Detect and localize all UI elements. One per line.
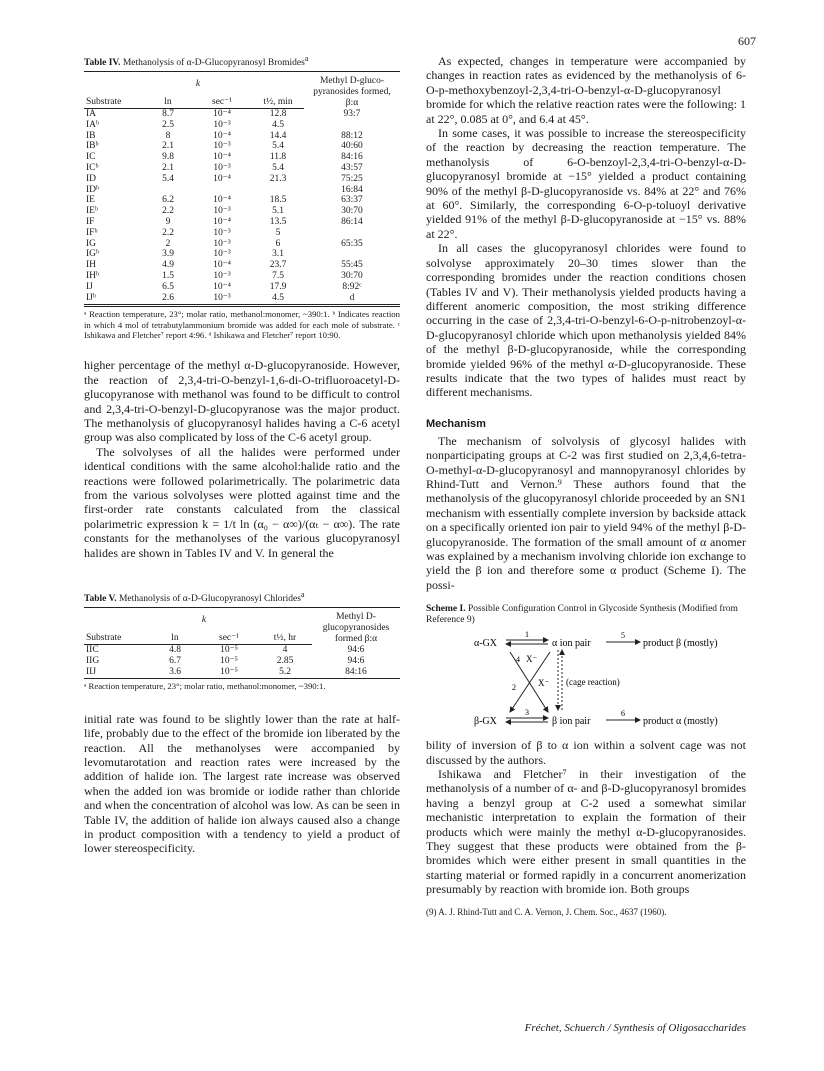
half-life-cell: 13.5 <box>269 217 287 228</box>
table-row <box>84 239 400 250</box>
ln-cell <box>144 185 192 196</box>
ln-cell: 2.5 <box>162 119 174 130</box>
half-life-cell: 5.4 <box>272 141 284 152</box>
step-5-label: 5 <box>621 631 625 641</box>
sec-cell: 10⁻⁵ <box>220 655 238 666</box>
table-v-footnote: ᵃ Reaction temperature, 23°; molar ratio, methanol:monomer, ~390:1. <box>84 681 326 692</box>
table-iv <box>84 71 400 305</box>
ratio-cell: 65:35 <box>341 238 363 249</box>
substrate-cell: IJᵇ <box>84 293 144 305</box>
table-iv-sec-header: sec⁻¹ <box>192 90 252 108</box>
table-v-substrate-header: Substrate <box>84 626 150 644</box>
half-life-cell: 2.85 <box>276 655 294 666</box>
left-paragraph-1: higher percentage of the methyl α-D-glucopyranoside. However, the reaction of 2,3,4-tri-O-benzyl-1,6-di-O-trifluoroacetyl-D-glucopyranose with methanol was found to be difficult to control and 2,3,4-tri-O-benzyl-D-glucopyranose was the major product. The methanolysis of glucopyranosyl halides having a C-6 acetyl group was also complicated by loss of the C-6 acetyl group. <box>84 358 400 445</box>
table-v-caption-sup: a <box>300 589 305 599</box>
sec-cell <box>192 185 252 196</box>
half-life-cell: 23.7 <box>269 260 287 271</box>
ratio-cell: 94:6 <box>347 645 365 656</box>
ln-cell: 8.7 <box>162 109 174 120</box>
step-6-label: 6 <box>621 709 625 719</box>
table-row <box>84 152 400 163</box>
ratio-cell: 84:16 <box>312 667 400 679</box>
ln-cell: 8 <box>165 130 171 141</box>
sec-cell: 10⁻³ <box>213 206 231 217</box>
substrate-cell: IGᵇ <box>86 249 99 260</box>
substrate-cell: IIJ <box>84 667 150 679</box>
substrate-cell: IIC <box>86 645 99 656</box>
half-life-cell: 5.4 <box>272 163 284 174</box>
table-row <box>84 271 400 282</box>
page-number: 607 <box>738 34 756 48</box>
ratio-cell: 63:37 <box>341 195 363 206</box>
left-paragraph-3: initial rate was found to be slightly lower than the rate at half-life, probably due to the effect of the bromide ion liberated by the reaction. All the methanolyses were accompanied by levomutarotation and reaction rates were increased by the addition of halide ion. The largest rate increase was observed when the added ion was bromide or iodide rather than chloride and when the concentration of alcohol was low. As can be seen in Table IV, the addition of halide ion always caused also a change in product composition with a tendency to yield a product of lower stereospecificity. <box>84 711 400 856</box>
table-row <box>84 282 400 293</box>
scheme-title: Possible Configuration Control in Glycoside Synthesis (Modified from Reference 9) <box>426 604 738 626</box>
table-row <box>84 195 400 206</box>
left-paragraph-2: The solvolyses of all the halides were performed under identical conditions with the same alcohol:halide ratio and the reactions were followed polarimetrically. The polarimetric data from the various solvolyses were plotted against time and the first-order rate constants calculated from the classical polarimetric expression k = 1/t ln (α₀ − α∞)/(αₜ − α∞). The rate constants for the methanolyses of the various glucopyranosyl halides are shown in Tables IV and V. In general the <box>84 444 400 560</box>
cage-reaction-label: (cage reaction) <box>566 677 620 688</box>
ln-cell: 2.1 <box>162 163 174 174</box>
sec-cell: 10⁻⁴ <box>213 260 231 271</box>
table-row <box>84 217 400 228</box>
table-iv-footnote: ᵃ Reaction temperature, 23°; molar ratio, methanol:monomer, ~390:1. ᵇ Indicates reaction in which 4 mol of tetrabutylammonium bromide was added for each mole of substrate. ᶜ Ishikawa and Fletcher⁷ report 4:96. ᵈ Ishikawa and Fletcher⁷ report 10:90. <box>84 309 400 340</box>
table-row <box>84 667 400 679</box>
substrate-cell: IE <box>86 195 95 206</box>
ln-cell: 6.5 <box>162 281 174 292</box>
table-row <box>84 141 400 152</box>
step-3-label: 3 <box>525 708 529 718</box>
half-life-cell: 12.8 <box>269 109 287 120</box>
substrate-cell: ID <box>86 173 97 184</box>
ln-cell: 2.2 <box>162 227 174 238</box>
sec-cell: 10⁻⁴ <box>213 195 231 206</box>
table-iv-caption <box>84 54 400 68</box>
sec-cell: 10⁻³ <box>213 119 231 130</box>
half-life-cell: 6 <box>275 238 281 249</box>
substrate-cell: IHᵇ <box>86 271 99 281</box>
sec-cell: 10⁻³ <box>213 271 231 281</box>
table-v <box>84 607 400 679</box>
substrate-cell: IH <box>86 260 97 271</box>
ratio-cell: 40:60 <box>341 141 363 152</box>
sec-cell: 10⁻³ <box>213 141 231 152</box>
right-paragraph-5: bility of inversion of β to α ion within a solvent cage was not discussed by the authors. <box>426 738 746 767</box>
ln-cell: 2.2 <box>162 206 174 217</box>
sec-cell: 10⁻³ <box>213 227 231 238</box>
alpha-ion-pair-label: α ion pair <box>552 638 591 650</box>
half-life-cell: 5 <box>275 227 281 238</box>
sec-cell: 10⁻³ <box>192 293 252 305</box>
table-iv-substrate-header: Substrate <box>84 90 144 108</box>
ln-cell: 6.7 <box>169 655 181 666</box>
substrate-cell: IC <box>86 152 96 163</box>
ratio-cell <box>304 249 400 260</box>
ln-cell: 3.9 <box>162 249 174 260</box>
half-life-cell: 14.4 <box>269 130 287 141</box>
ratio-cell: 93:7 <box>343 109 361 120</box>
substrate-cell: IG <box>86 238 97 249</box>
right-paragraph-2: In some cases, it was possible to increase the stereospecificity of the reaction by decreasing the reaction temperature. The methanolysis of 6-O-benzoyl-2,3,4-tri-O-benzyl-α-D-glucopyranosyl bromide at −15° yielded a product containing 90% of the methyl β-D-glucopyranoside vs. 84% at 22° and 76% at 60°. Similarly, the corresponding 6-O-p-toluoyl derivative yielded 91% of the methyl β-D-glucopyranoside at −15° vs. 88% at 22°. <box>426 126 746 241</box>
table-iv-title: Methanolysis of α-D-Glucopyranosyl Bromides <box>122 58 305 69</box>
substrate-cell: IF <box>86 217 95 228</box>
right-paragraph-4: The mechanism of solvolysis of glycosyl halides with nonparticipating groups at C-2 was first studied on 2,3,4,6-tetra-O-methyl-α-D-glucopyranosyl and mannopyranosyl chlorides by Rhind-Tutt and Vernon.⁹ These authors found that the methanolysis of the glucopyranosyl chloride proceeded by an SN1 mechanism with essentially complete inversion by backside attack on a specifically oriented ion pair to yield 94% of the methyl β-D-glucopyranoside. The formation of the small amount of α anomer was explained by a mechanism involving chloride ion exchange to yield the β ion and therefore some α product (Scheme I). The possi- <box>426 433 746 592</box>
x-minus-4-label: X⁻ <box>526 654 538 665</box>
substrate-cell: IFᵇ <box>86 227 98 238</box>
sec-cell: 10⁻⁴ <box>213 281 231 292</box>
table-iv-half-header: t½, min <box>252 90 304 108</box>
substrate-cell: ICᵇ <box>86 163 99 174</box>
alpha-gx-label: α-GX <box>474 638 498 650</box>
sec-cell: 10⁻⁴ <box>213 152 231 163</box>
product-alpha-label: product α (mostly) <box>643 716 718 728</box>
table-row <box>84 228 400 239</box>
ln-cell: 4.9 <box>162 260 174 271</box>
sec-cell: 10⁻³ <box>213 238 231 249</box>
step-2-label: 2 <box>512 683 516 693</box>
half-life-cell: 4.5 <box>252 293 304 305</box>
ratio-cell: 88:12 <box>341 130 363 141</box>
table-row <box>84 249 400 260</box>
half-life-cell: 3.1 <box>272 249 284 260</box>
ln-cell: 3.6 <box>150 667 200 679</box>
half-life-cell: 21.3 <box>269 173 287 184</box>
substrate-cell: IB <box>86 130 96 141</box>
table-iv-block <box>84 54 400 856</box>
step-4-label: 4 <box>516 655 520 665</box>
ratio-cell: 8:92ᶜ <box>342 281 362 292</box>
sec-cell: 10⁻³ <box>213 249 231 260</box>
ln-cell: 1.5 <box>162 271 174 281</box>
half-life-cell: 18.5 <box>269 195 287 206</box>
table-v-label: Table V. <box>84 594 117 605</box>
sec-cell: 10⁻⁴ <box>213 109 231 120</box>
half-life-cell: 5.2 <box>258 667 312 679</box>
table-row <box>84 185 400 196</box>
ln-cell: 9.8 <box>162 152 174 163</box>
ratio-cell: d <box>304 293 400 305</box>
table-row <box>84 163 400 174</box>
half-life-cell <box>252 185 304 196</box>
substrate-cell: IAᵇ <box>86 119 99 130</box>
ratio-cell: 30:70 <box>341 206 363 217</box>
sec-cell: 10⁻⁴ <box>213 217 231 228</box>
table-row <box>84 131 400 142</box>
table-v-ln-header: ln <box>150 626 200 644</box>
mechanism-heading: Mechanism <box>426 417 486 430</box>
right-paragraph-1: As expected, changes in temperature were accompanied by changes in reaction rates as evidenced by the methanolysis of 6-O-p-methoxybenzoyl-2,3,4-tri-O-benzyl-α-D-glucopyranosyl bromide for which the relative reaction rates were the following: 1 at 22°, 0.085 at 0°, and 6.4 at 45°. <box>426 54 746 126</box>
substrate-cell: IJ <box>86 281 93 292</box>
ln-cell: 4.8 <box>169 645 181 656</box>
half-life-cell: 5.1 <box>272 206 284 217</box>
ln-cell: 6.2 <box>162 195 174 206</box>
right-paragraph-6: Ishikawa and Fletcher⁷ in their investigation of the methanolysis of a number of α- and β-D-glucopyranosyl bromides having a benzyl group at C-2 used a somewhat similar mechanistic interpretation to explain the formation of their products which were mainly the methyl α-D-glucopyranosides. They suggest that these products were obtained from the β-bromides which were either present in small quantities in the starting material or formed rapidly in a concurrent anomerization presumably by reaction with bromide ion. Both groups <box>426 767 746 897</box>
x-minus-2-label: X⁻ <box>538 678 550 689</box>
scheme-label: Scheme I. <box>426 604 466 615</box>
table-v-methyl-header: Methyl D-glucopyranosides formed β:α <box>322 612 390 644</box>
table-iv-k-header: k <box>195 79 201 90</box>
ratio-cell: 94:6 <box>347 655 365 666</box>
table-iv-caption-sup: a <box>304 54 309 63</box>
table-row <box>84 120 400 131</box>
half-life-cell: 4 <box>282 645 288 656</box>
substrate-cell: IA <box>86 109 97 120</box>
ratio-cell: 75:25 <box>341 173 363 184</box>
table-iv-ln-header: ln <box>144 90 192 108</box>
sec-cell: 10⁻³ <box>213 163 231 174</box>
table-row <box>84 206 400 217</box>
ratio-cell: 86:14 <box>341 217 363 228</box>
table-row <box>84 293 400 305</box>
table-row <box>84 260 400 271</box>
substrate-cell: IEᵇ <box>86 206 98 217</box>
scheme-caption <box>426 604 746 626</box>
reference-9: (9) A. J. Rhind-Tutt and C. A. Vernon, J. Chem. Soc., 4637 (1960). <box>426 906 667 917</box>
substrate-cell: IBᵇ <box>86 141 99 152</box>
beta-gx-label: β-GX <box>474 716 497 728</box>
table-row <box>84 656 400 667</box>
substrate-cell: IIG <box>86 655 100 666</box>
ratio-cell <box>304 120 400 131</box>
ln-cell: 2.6 <box>144 293 192 305</box>
half-life-cell: 11.8 <box>269 152 287 163</box>
table-iv-label: Table IV. <box>84 58 121 69</box>
table-row <box>84 645 400 656</box>
table-v-half-header: t½, hr <box>258 626 312 644</box>
substrate-cell: IDᵇ <box>86 184 99 195</box>
ratio-cell: 55:45 <box>341 260 363 271</box>
ratio-cell: 84:16 <box>341 152 363 163</box>
ln-cell: 9 <box>165 217 171 228</box>
table-v-title: Methanolysis of α-D-Glucopyranosyl Chlorides <box>118 594 301 605</box>
ratio-cell: 30:70 <box>341 271 363 281</box>
table-v-caption <box>84 590 400 604</box>
sec-cell: 10⁻⁴ <box>213 173 231 184</box>
right-column <box>426 54 746 917</box>
step-1-label: 1 <box>525 630 529 640</box>
ratio-cell <box>304 228 400 239</box>
ln-cell: 2 <box>165 238 171 249</box>
running-footer: Fréchet, Schuerch / Synthesis of Oligosaccharides <box>524 1022 746 1034</box>
beta-ion-pair-label: β ion pair <box>552 716 591 728</box>
half-life-cell: 7.5 <box>272 271 284 281</box>
table-row <box>84 109 400 120</box>
scheme-diagram <box>426 628 746 734</box>
table-iv-methyl-header: Methyl D-gluco-pyranosides formed, β:α <box>313 76 391 108</box>
table-row <box>84 174 400 185</box>
half-life-cell: 4.5 <box>272 119 284 130</box>
half-life-cell: 17.9 <box>269 281 287 292</box>
table-v-sec-header: sec⁻¹ <box>200 626 258 644</box>
right-paragraph-3: In all cases the glucopyranosyl chlorides were found to solvolyse approximately 20–30 times slower than the corresponding bromides under the reaction conditions chosen (Tables IV and V). Their methanolysis yielded products having a different anomeric composition, the most striking difference occurring in the case of 2,3,4-tri-O-benzyl-6-O-p-nitrobenzoyl-α-D-glucopyranosyl chloride which upon methanolysis yielded 84% of the methyl β-D-glucopyranoside, while the corresponding bromide yielded 96% of the methyl α-D-glucopyranoside. These results indicate that the two types of halides must react by different mechanisms. <box>426 241 746 400</box>
ratio-cell: 16:84 <box>341 184 363 195</box>
ratio-cell: 43:57 <box>341 163 363 174</box>
sec-cell: 10⁻⁴ <box>213 130 231 141</box>
ln-cell: 2.1 <box>162 141 174 152</box>
table-v-k-header: k <box>201 615 207 626</box>
product-beta-label: product β (mostly) <box>643 638 718 650</box>
sec-cell: 10⁻⁵ <box>200 667 258 679</box>
ln-cell: 5.4 <box>162 173 174 184</box>
sec-cell: 10⁻⁵ <box>220 645 238 656</box>
